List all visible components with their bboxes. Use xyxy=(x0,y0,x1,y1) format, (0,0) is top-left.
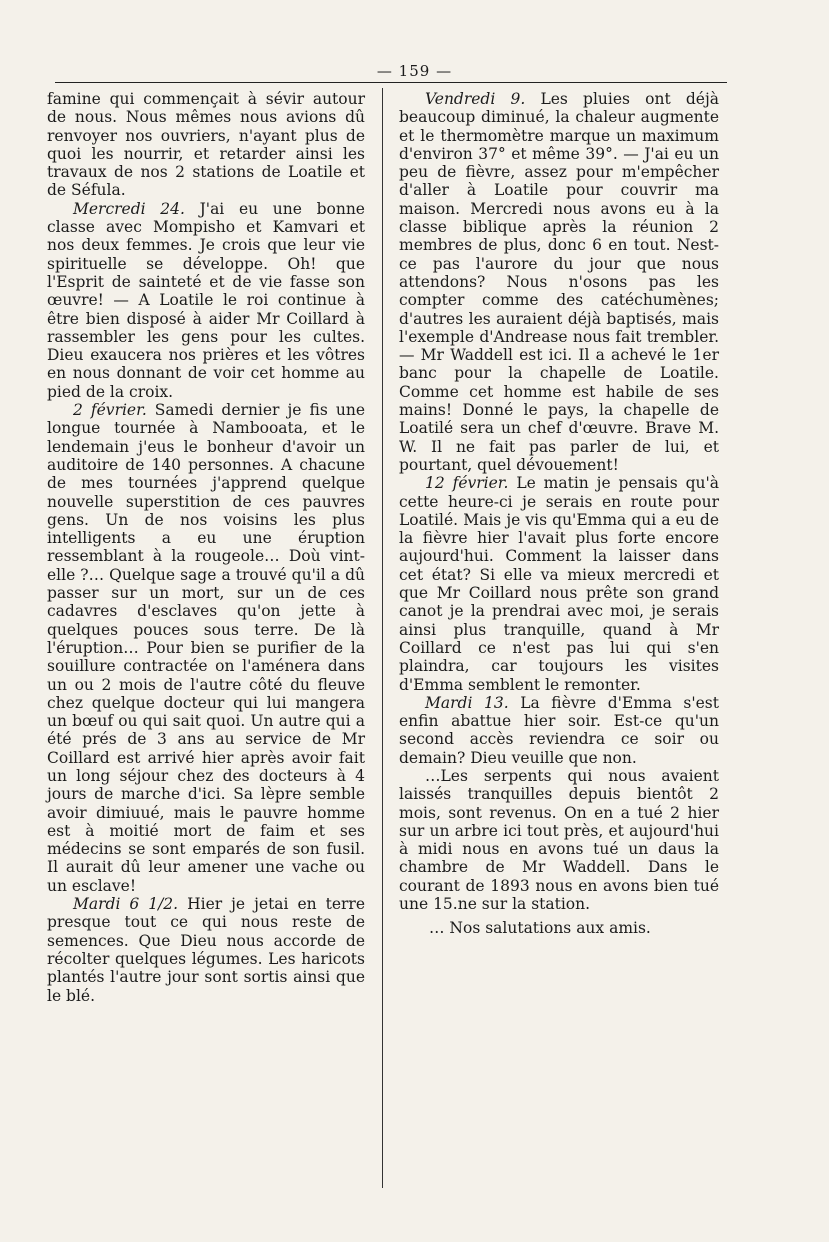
paragraph xyxy=(399,767,719,913)
entry-text: Les pluies ont déjà beaucoup diminué, la chaleur augmente et le thermomètre marque un maximum d'environ 37° et même 39°. — J'ai eu un peu de fièvre, assez pour m'empêcher d'aller à Loatile pour couvrir ma maison. Mercredi nous avons eu à la classe biblique après la réunion 2 membres de plus, donc 6 en tout. Nest-ce pas l'aurore du jour que nous attendons? Nous n'osons pas les compter comme des catéchumènes; d'autres les auraient déjà baptisés, mais l'exemple d'Andrease nous fait trembler. — Mr Waddell est ici. Il a achevé le 1er banc pour la chapelle de Loatile. Comme cet homme est habile de ses mains! Donné le pays, la chapelle de Loatilé sera un chef d'œuvre. Brave M. W. Il ne fait pas parler de lui, et pourtant, quel dévouement! xyxy=(399,90,720,474)
column-divider xyxy=(382,88,383,1188)
right-column xyxy=(399,90,719,938)
entry-date: 2 février. xyxy=(73,401,147,420)
paragraph xyxy=(47,895,365,1005)
closing-line: … Nos salutations aux amis. xyxy=(429,919,651,938)
left-column xyxy=(47,90,365,1005)
entry-text: Hier je jetai en terre presque tout ce qui nous reste de semences. Que Dieu nous accorde de récolter quelques légumes. Les haricots plantés l'autre jour sont sortis ainsi que le blé. xyxy=(47,895,366,1005)
entry-date: Mardi 13. xyxy=(425,693,509,712)
page-number: — 159 — xyxy=(376,62,453,80)
paragraph xyxy=(47,200,365,401)
paragraph xyxy=(399,694,719,767)
paragraph xyxy=(399,90,719,474)
entry-text: J'ai eu une bonne classe avec Mompisho et Kamvari et nos deux femmes. Je crois que leur vie spirituelle se développe. Oh! que l'Esprit de sainteté et de vie fasse son œuvre! — A Loatile le roi continue à être bien disposé à aider Mr Coillard à rassembler les gens pour les cultes. Dieu exaucera nos prières et les vôtres en nous donnant de voir cet homme au pied de la croix. xyxy=(47,199,365,401)
entry-date: Mercredi 24. xyxy=(73,199,185,218)
entry-text: famine qui commençait à sévir autour de nous. Nous mêmes nous avions dû renvoyer nos ouvriers, n'ayant plus de quoi les nourrir, et retarder ainsi les travaux de nos 2 stations de Loatile et de Séfula. xyxy=(47,90,365,200)
entry-date: Vendredi 9. xyxy=(425,90,526,108)
entry-text: Samedi dernier je fis une longue tournée à Nambooata, et le lendemain j'eus le bonheur d'avoir un auditoire de 140 personnes. A chacune de mes tournées j'apprend quelque nouvelle superstition de ces pauvres gens. Un de nos voisins les plus intelligents a eu une éruption ressemblant à la rougeole… Doù vint-elle ?… Quelque sage a trouvé qu'il a dû passer sur un mort, sur un de ces cadavres d'esclaves qu'on jette à quelques pouces sous terre. De là l'éruption… Pour bien se purifier de la souillure contractée on l'aménera dans un ou 2 mois de l'autre côté du fleuve chez quelque docteur qui lui mangera un bœuf ou qui sait quoi. Un autre qui a été prés de 3 ans au service de Mr Coillard est arrivé hier après avoir fait un long séjour chez des docteurs à 4 jours de marche d'ici. Sa lèpre semble avoir dimiuué, mais le pauvre homme est à moitié mort de faim et ses médecins se sont emparés de son fusil. Il aurait dû leur amener une vache ou un esclave! xyxy=(47,401,365,895)
paragraph xyxy=(399,474,719,694)
entry-text: La fièvre d'Emma s'est enfin abattue hier soir. Est-ce qu'un second accès reviendra ce soir ou demain? Dieu veuille que non. xyxy=(399,693,719,767)
entry-text: Le matin je pensais qu'à cette heure-ci je serais en route pour Loatilé. Mais je vis qu'Emma qui a eu de la fièvre hier l'avait plus forte encore aujourd'hui. Comment la laisser dans cet état? Si elle va mieux mercredi et que Mr Coillard nous prête son grand canot je la prendrai avec moi, je serais ainsi plus tranquille, quand à Mr Coillard ce n'est pas lui qui s'en plaindra, car toujours les visites d'Emma semblent le remonter. xyxy=(399,474,719,694)
paragraph xyxy=(47,401,365,895)
entry-text: …Les serpents qui nous avaient laissés tranquilles depuis bientôt 2 mois, sont revenus. On en a tué 2 hier sur un arbre ici tout près, et aujourd'hui à midi nous en avons tué un daus la chambre de Mr Waddell. Dans le courant de 1893 nous en avons bien tué une 15.ne sur la station. xyxy=(399,766,719,914)
entry-date: Mardi 6 1/2. xyxy=(73,895,179,914)
entry-date: 12 février. xyxy=(425,474,509,493)
paragraph xyxy=(47,90,365,200)
header-rule xyxy=(55,82,727,83)
